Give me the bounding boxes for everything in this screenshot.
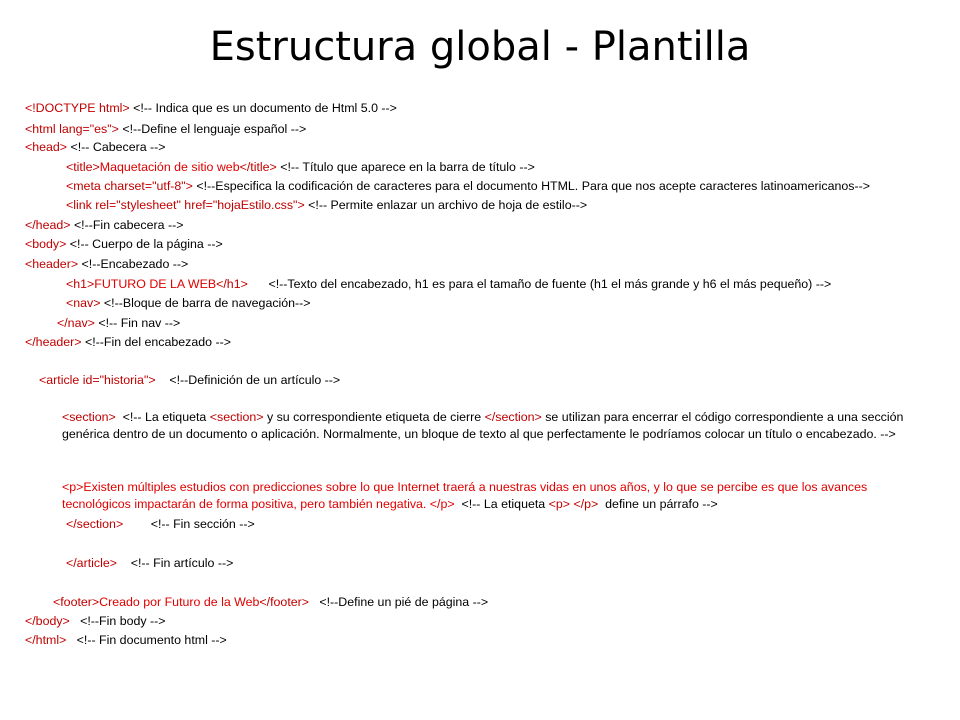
title-text: Maquetación de sitio web bbox=[99, 160, 240, 174]
code-line-article-close bbox=[66, 555, 233, 571]
tag-text: </header> bbox=[25, 335, 82, 349]
comment-text: <!--Definición de un artículo --> bbox=[169, 373, 341, 387]
code-line-nav bbox=[66, 295, 311, 311]
comment-text: <!--Define un pié de página --> bbox=[319, 595, 489, 609]
comment-text: <!--Define el lenguaje español --> bbox=[122, 122, 307, 136]
code-line-article bbox=[39, 372, 340, 388]
code-line-head bbox=[25, 139, 166, 155]
code-line-header-close bbox=[25, 334, 231, 350]
comment-text: <!-- Permite enlazar un archivo de hoja de estilo--> bbox=[308, 198, 588, 212]
tag-text: <section> bbox=[62, 410, 116, 424]
code-block-section bbox=[62, 409, 922, 443]
code-line-body bbox=[25, 236, 223, 252]
code-line-html bbox=[25, 121, 306, 137]
tag-text: </html> bbox=[25, 633, 67, 647]
tag-text: </section> bbox=[484, 410, 542, 424]
comment-text: <!--Encabezado --> bbox=[81, 257, 189, 271]
comment-text: <!-- Fin sección --> bbox=[150, 517, 255, 531]
code-line-meta bbox=[66, 178, 870, 194]
tag-text: <nav> bbox=[66, 296, 101, 310]
comment-text: <!-- Indica que es un documento de Html 5.0 --> bbox=[133, 101, 397, 115]
code-line-section-close bbox=[66, 516, 255, 532]
comment-text: <!-- Título que aparece en la barra de título --> bbox=[280, 160, 535, 174]
comment-text: <!-- Fin artículo --> bbox=[130, 556, 234, 570]
tag-text: <html lang="es"> bbox=[25, 122, 119, 136]
comment-text: <!-- Cabecera --> bbox=[70, 140, 166, 154]
slide-title: Estructura global - Plantilla bbox=[209, 24, 751, 70]
code-line-nav-close bbox=[57, 315, 180, 331]
comment-text: <!--Fin del encabezado --> bbox=[84, 335, 231, 349]
comment-text: <!-- Cuerpo de la página --> bbox=[69, 237, 223, 251]
code-line-footer bbox=[53, 594, 488, 610]
tag-text: <header> bbox=[25, 257, 79, 271]
tag-text: <head> bbox=[25, 140, 68, 154]
tag-text: <footer> bbox=[53, 595, 100, 609]
tag-text: <title> bbox=[66, 160, 100, 174]
tag-text: </article> bbox=[66, 556, 117, 570]
h1-text: FUTURO DE LA WEB bbox=[94, 277, 217, 291]
comment-text: <!--Fin cabecera --> bbox=[73, 218, 184, 232]
comment-text: <!-- La etiqueta bbox=[115, 410, 210, 424]
footer-text: Creado por Futuro de la Web bbox=[99, 595, 260, 609]
comment-text: <!--Fin body --> bbox=[80, 614, 166, 628]
tag-text: <h1> bbox=[66, 277, 95, 291]
comment-text: define un párrafo --> bbox=[598, 497, 718, 511]
comment-text: <!--Bloque de barra de navegación--> bbox=[103, 296, 311, 310]
code-line-doctype bbox=[25, 100, 397, 116]
tag-text: <article id="historia"> bbox=[39, 373, 156, 387]
tag-text: </p> bbox=[573, 497, 599, 511]
tag-text: <body> bbox=[25, 237, 67, 251]
tag-text: <p> bbox=[548, 497, 571, 511]
comment-text: <!-- Fin nav --> bbox=[98, 316, 181, 330]
tag-text: </section> bbox=[66, 517, 124, 531]
tag-text: </footer> bbox=[259, 595, 310, 609]
code-line-h1 bbox=[66, 276, 831, 292]
code-line-body-close bbox=[25, 613, 166, 629]
code-line-link bbox=[66, 197, 587, 213]
comment-text: <!-- La etiqueta bbox=[454, 497, 549, 511]
tag-text: <meta charset="utf-8"> bbox=[66, 179, 193, 193]
tag-text: </body> bbox=[25, 614, 70, 628]
code-line-html-close bbox=[25, 632, 227, 648]
tag-text: </nav> bbox=[57, 316, 95, 330]
tag-text: <!DOCTYPE html> bbox=[25, 101, 130, 115]
code-line-head-close bbox=[25, 217, 183, 233]
tag-text: <link rel="stylesheet" href="hojaEstilo.css"> bbox=[66, 198, 305, 212]
code-block-paragraph bbox=[62, 479, 922, 513]
comment-text: <!--Texto del encabezado, h1 es para el tamaño de fuente (h1 el más grande y h6 el más pequeño) --> bbox=[268, 277, 832, 291]
comment-text: <!--Especifica la codificación de caracteres para el documento HTML. Para que nos acepte caracteres latinoamericanos--> bbox=[196, 179, 870, 193]
tag-text: </head> bbox=[25, 218, 71, 232]
paragraph-text: <p>Existen múltiples estudios con predicciones sobre lo que Internet traerá a nuestras vidas en unos años, y lo que se percibe es que los avances tecnológicos impactarán de forma positiva, pero también negativa. </p> bbox=[62, 480, 868, 511]
code-line-header bbox=[25, 256, 188, 272]
tag-text: <section> bbox=[209, 410, 264, 424]
comment-text: se utilizan para encerrar el código correspondiente a una sección genérica dentro de un documento o aplicación. Normalmente, un bloque de texto al que perfectamente le podríamos colocar un título o encabezado. --> bbox=[62, 410, 904, 441]
tag-text: </h1> bbox=[216, 277, 248, 291]
comment-text: <!-- Fin documento html --> bbox=[76, 633, 227, 647]
code-line-title bbox=[66, 159, 535, 175]
tag-text: </title> bbox=[239, 160, 277, 174]
comment-text: y su correspondiente etiqueta de cierre bbox=[263, 410, 485, 424]
